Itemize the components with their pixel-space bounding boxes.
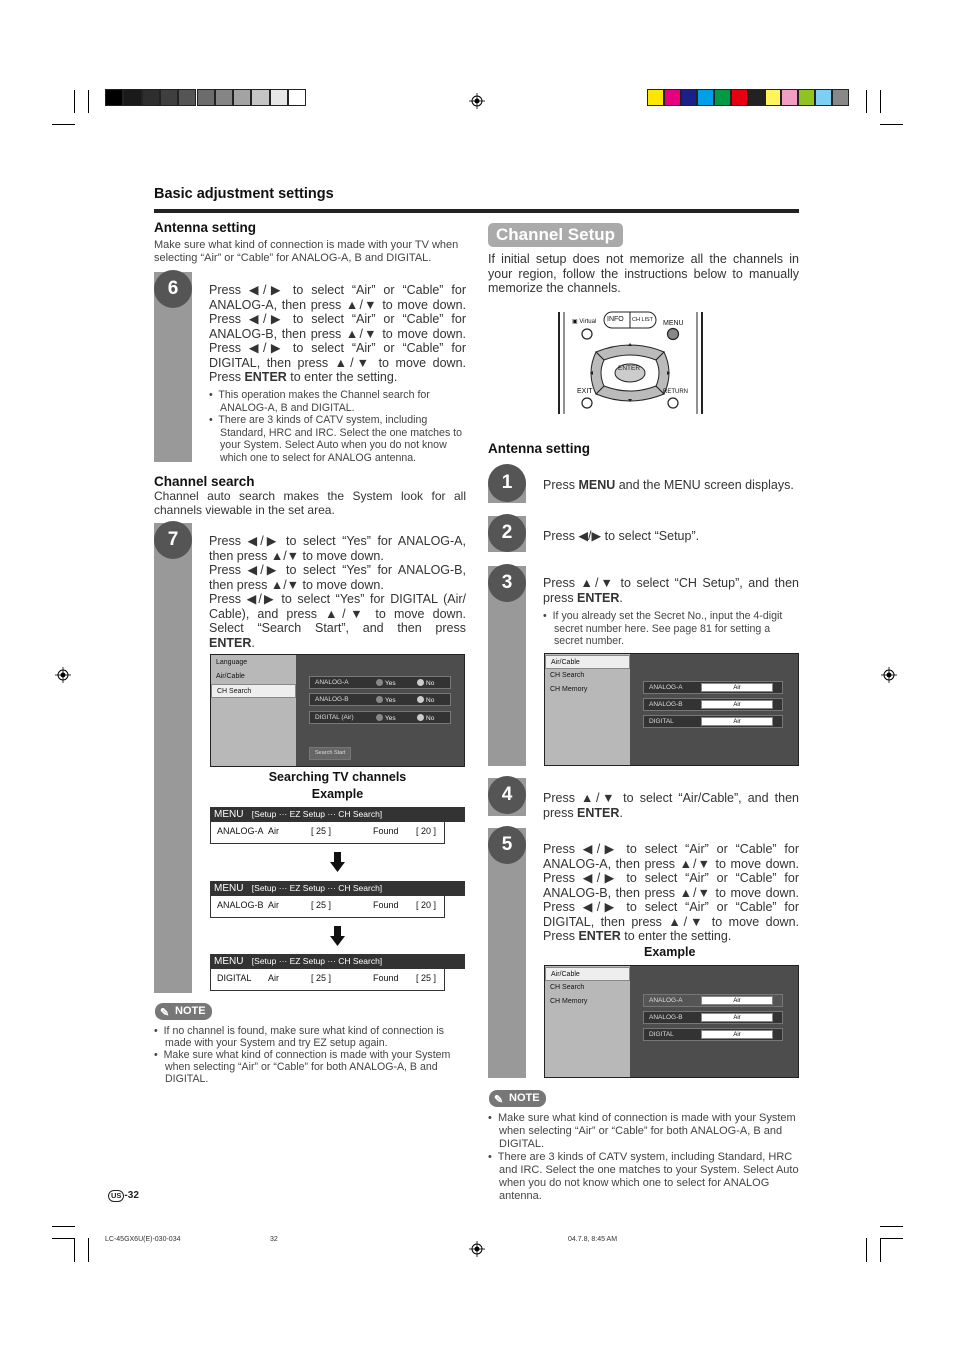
gray-swatch xyxy=(215,89,233,106)
note-badge xyxy=(155,1003,212,1020)
step-line: Press ◀/▶ to select “Yes” for ANALOG-B, xyxy=(209,563,466,577)
menu-path: [Setup ··· EZ Setup ··· CH Search] xyxy=(251,883,383,893)
registration-mark-icon xyxy=(469,1241,485,1257)
step-line xyxy=(543,591,799,606)
enter-key-label: ENTER xyxy=(578,929,621,943)
menu-sidebar xyxy=(211,655,296,766)
antenna-intro xyxy=(154,239,466,265)
step-line: Select “Search Start”, and then press xyxy=(209,621,466,635)
step-7-number: 7 xyxy=(154,521,192,559)
color-swatch xyxy=(815,89,832,106)
text: . xyxy=(619,590,623,605)
note-badge xyxy=(489,1090,546,1107)
source-label: ANALOG-B xyxy=(217,900,264,910)
row-label: ANALOG-B xyxy=(649,1014,683,1021)
enter-key-label: ENTER xyxy=(577,805,620,820)
found-count: [ 20 ] xyxy=(416,900,437,910)
note-text: Make sure what kind of connection is made with your System when selecting “Air” or “Cable” for both ANALOG-A, B and DIGITAL. xyxy=(163,1049,451,1085)
step-line: ANALOG-B, then press ▲/▼ to move down. xyxy=(543,885,799,900)
step-line: ANALOG-B, then press ▲/▼ to move down. xyxy=(209,326,466,341)
row-label: ANALOG-B xyxy=(315,696,349,703)
found-label: Found xyxy=(373,973,399,983)
step-line: Press ▲/▼ to select “Air/Cable”, and then xyxy=(543,791,799,805)
gray-swatch xyxy=(160,89,178,106)
note-item: • If no channel is found, make sure what kind of connection is made with your System and try EZ setup again. xyxy=(154,1025,444,1049)
color-swatch xyxy=(832,89,849,106)
yes-option xyxy=(376,714,396,722)
example-label-right: Example xyxy=(644,945,696,959)
source-label: ANALOG-A xyxy=(217,826,264,836)
option-label: No xyxy=(426,680,435,687)
no-option xyxy=(417,696,434,704)
text: and the MENU screen displays. xyxy=(615,478,794,492)
enter-key-label: ENTER xyxy=(244,370,287,384)
searching-caption xyxy=(210,769,465,803)
intro-line: channels viewable in the set area. xyxy=(154,502,335,517)
radio-selected-icon xyxy=(376,679,383,686)
bullet-text: If you already set the Secret No., input the 4-digit secret number here. See page 81 for setting a secret number. xyxy=(552,610,783,648)
menu-item-ch-memory: CH Memory xyxy=(550,998,588,1005)
text: Press xyxy=(543,929,579,943)
value-box: Air xyxy=(701,1013,773,1022)
found-count: [ 20 ] xyxy=(416,826,437,836)
option-label: No xyxy=(426,697,435,704)
color-swatch xyxy=(748,89,765,106)
step-line: Press ◀/▶ to select “Yes” for DIGITAL (Air/ xyxy=(209,592,466,606)
menu-label: MENU xyxy=(214,883,244,894)
step-line: then press ▲/▼ to move down. xyxy=(209,548,384,563)
step-line: Press ◀/▶ to select “Air” or “Cable” for xyxy=(209,312,466,326)
gray-swatch xyxy=(251,89,269,106)
step-3-number: 3 xyxy=(488,564,526,602)
note-text: If no channel is found, make sure what kind of connection is made with your System and try EZ setup again. xyxy=(163,1025,444,1049)
row-label: ANALOG-A xyxy=(649,684,683,691)
enter-button-label: ENTER xyxy=(618,365,641,372)
menu-item-ch-search: CH Search xyxy=(211,684,296,698)
antenna-intro-line: Make sure what kind of connection is made with your TV when xyxy=(154,239,459,251)
menu-label: MENU xyxy=(214,809,244,820)
value-box: Air xyxy=(701,683,773,692)
text: press xyxy=(543,805,578,820)
option-label: Yes xyxy=(385,715,396,722)
channel-setup-intro xyxy=(488,252,799,296)
radio-selected-icon xyxy=(376,696,383,703)
region-badge: US xyxy=(108,1190,124,1202)
return-button-label: RETURN xyxy=(663,389,688,395)
gray-swatch xyxy=(178,89,196,106)
found-count: [ 25 ] xyxy=(416,973,437,983)
radio-selected-icon xyxy=(376,714,383,721)
step-2-text: Press ◀/▶ to select “Setup”. xyxy=(543,529,700,543)
option-label: Yes xyxy=(385,697,396,704)
air-cable-menu-screen xyxy=(544,653,799,766)
text: . xyxy=(619,805,623,820)
menu-path: [Setup ··· EZ Setup ··· CH Search] xyxy=(251,809,383,819)
step-line: Press ◀/▶ to select “Air” or “Cable” for xyxy=(543,842,799,856)
channel-value: [ 25 ] xyxy=(311,973,332,983)
color-swatch xyxy=(731,89,748,106)
menu-sidebar xyxy=(545,654,630,765)
text: Press xyxy=(543,478,579,492)
example-label: Example xyxy=(311,787,364,801)
text: Press xyxy=(209,370,245,384)
radio-icon xyxy=(417,679,424,686)
intro-line: Channel auto search makes the System look for all xyxy=(154,489,466,503)
color-swatch xyxy=(697,89,714,106)
note-item: • There are 3 kinds of CATV system, including Standard, HRC and IRC. Select the one matches to your System. Select Auto when you do not know which one to select for ANALOG antenna. xyxy=(488,1151,799,1202)
step-4-number: 4 xyxy=(488,776,526,814)
registration-mark-icon xyxy=(55,667,71,683)
menu-item-ch-search: CH Search xyxy=(550,672,585,679)
ch-search-menu-screen xyxy=(210,654,465,767)
found-label: Found xyxy=(373,826,399,836)
intro-line: your region, follow the instructions below to manually xyxy=(488,266,799,281)
step-line: Cable), and press ▲/▼ to move down. xyxy=(209,606,466,621)
search-start-button: Search Start xyxy=(309,747,351,760)
step-7-bar xyxy=(154,523,192,993)
note-text: There are 3 kinds of CATV system, including Standard, HRC and IRC. Select the one matches to your System. Select Auto when you do not know which one to select for ANALOG antenna. xyxy=(497,1151,799,1202)
section-rule xyxy=(154,209,799,213)
info-button-label: INFO xyxy=(607,316,624,323)
step-2-number: 2 xyxy=(488,514,526,552)
step-4-text xyxy=(543,791,799,820)
text: to enter the setting. xyxy=(620,929,732,943)
menu-item-language: Language xyxy=(216,659,248,666)
value-box: Air xyxy=(701,700,773,709)
step-line: Press ◀/▶ to select “Air” or “Cable” for xyxy=(543,900,799,914)
step-3-text xyxy=(543,576,799,605)
channel-search-heading: Channel search xyxy=(154,474,255,489)
color-swatch xyxy=(664,89,681,106)
air-cable-example-screen xyxy=(544,965,799,1078)
menu-item-air-cable: Air/Cable xyxy=(216,673,245,680)
note-label: NOTE xyxy=(175,1005,206,1017)
text: press xyxy=(543,590,578,605)
step-1-number: 1 xyxy=(488,464,526,502)
menu-item-air-cable: Air/Cable xyxy=(545,967,630,981)
step-line: Press ▲/▼ to select “CH Setup”, and then xyxy=(543,576,799,590)
step-line xyxy=(543,806,799,821)
menu-label: MENU xyxy=(214,956,244,967)
bullet-item: • This operation makes the Channel search for ANALOG-A, B and DIGITAL. xyxy=(209,389,430,414)
gray-swatch xyxy=(105,89,123,106)
menu-sidebar xyxy=(545,966,630,1077)
value-box: Air xyxy=(701,717,773,726)
step-3-bullets xyxy=(543,610,799,648)
footer-file: LC-45GX6U(E)-030-034 xyxy=(105,1236,181,1243)
step-6-number: 6 xyxy=(154,270,192,308)
value-box: Air xyxy=(701,1030,773,1039)
menu-item-air-cable: Air/Cable xyxy=(545,655,630,669)
step-line xyxy=(543,929,799,944)
arrow-down-icon xyxy=(330,926,345,946)
registration-mark-icon xyxy=(469,93,485,109)
note-item: • Make sure what kind of connection is made with your System when selecting “Air” or “Cable” for both ANALOG-A, B and DIGITAL. xyxy=(488,1112,796,1150)
text: . xyxy=(251,635,255,650)
radio-icon xyxy=(417,696,424,703)
step-line: Press ◀/▶ to select “Air” or “Cable” for xyxy=(209,341,466,355)
step-line: ANALOG-A, then press ▲/▼ to move down. xyxy=(209,297,466,312)
step-line: DIGITAL, then press ▲/▼ to move down. xyxy=(543,914,799,929)
channel-search-intro xyxy=(154,490,466,517)
caption-text: Searching TV channels xyxy=(268,770,407,784)
step-line: Press ◀/▶ to select “Yes” for ANALOG-A, xyxy=(209,534,466,548)
step-line: ANALOG-A, then press ▲/▼ to move down. xyxy=(543,856,799,871)
channel-value: [ 25 ] xyxy=(311,826,332,836)
registration-mark-icon xyxy=(881,667,897,683)
pencil-icon: ✎ xyxy=(494,1094,504,1106)
ch-list-button-label: CH LIST xyxy=(632,317,654,323)
example-header xyxy=(210,807,465,822)
step-5-bar xyxy=(488,828,526,1078)
menu-item-ch-search: CH Search xyxy=(550,984,585,991)
color-swatch xyxy=(681,89,698,106)
note-item: • Make sure what kind of connection is made with your System when selecting “Air” or “Cable” for both ANALOG-A, B and DIGITAL. xyxy=(154,1049,451,1085)
menu-path: [Setup ··· EZ Setup ··· CH Search] xyxy=(251,956,383,966)
row-label: ANALOG-A xyxy=(315,679,349,686)
row-label: DIGITAL xyxy=(649,1031,674,1038)
gray-swatch xyxy=(270,89,288,106)
value-box: Air xyxy=(701,996,773,1005)
gray-swatch xyxy=(288,89,306,106)
step-line: Press ◀/▶ to select “Air” or “Cable” for xyxy=(209,283,466,297)
example-result-row xyxy=(210,822,445,844)
color-swatch xyxy=(647,89,664,106)
menu-key-label: MENU xyxy=(578,478,616,492)
example-result-row xyxy=(210,896,445,918)
note-text: Make sure what kind of connection is made with your System when selecting “Air” or “Cable” for both ANALOG-A, B and DIGITAL. xyxy=(497,1112,796,1150)
enter-key-label: ENTER xyxy=(577,590,620,605)
page-number-text: -32 xyxy=(124,1190,139,1201)
step-1-text xyxy=(543,478,799,493)
row-label: DIGITAL xyxy=(649,718,674,725)
step-line xyxy=(209,636,466,651)
step-5-text xyxy=(543,842,799,944)
step-6-text xyxy=(209,283,466,385)
intro-line: memorize the channels. xyxy=(488,281,621,295)
example-header xyxy=(210,954,465,969)
color-swatch xyxy=(765,89,782,106)
footer-page: 32 xyxy=(270,1236,278,1243)
type-label: Air xyxy=(268,826,279,836)
exit-button-label: EXIT xyxy=(577,388,593,395)
page-number xyxy=(108,1190,139,1202)
yes-option xyxy=(376,679,396,687)
antenna-setting-heading-right: Antenna setting xyxy=(488,441,591,456)
example-header xyxy=(210,881,465,896)
pencil-icon: ✎ xyxy=(160,1007,170,1019)
section-title: Basic adjustment settings xyxy=(154,186,334,202)
virtual-text: Virtual xyxy=(579,319,597,325)
type-label: Air xyxy=(268,973,279,983)
bullet-text: There are 3 kinds of CATV system, including Standard, HRC and IRC. Select the one matches to your System. Select Auto when you do not know which one to select for ANALOG antenna. xyxy=(218,414,463,464)
color-swatch xyxy=(798,89,815,106)
gray-swatch xyxy=(142,89,160,106)
note-label: NOTE xyxy=(509,1092,540,1104)
color-swatch xyxy=(781,89,798,106)
step-line: DIGITAL, then press ▲/▼ to move down. xyxy=(209,355,466,370)
channel-value: [ 25 ] xyxy=(311,900,332,910)
row-label: ANALOG-A xyxy=(649,997,683,1004)
step-line xyxy=(209,370,466,385)
option-label: No xyxy=(426,715,435,722)
type-label: Air xyxy=(268,900,279,910)
antenna-setting-heading: Antenna setting xyxy=(154,220,257,235)
step-5-number: 5 xyxy=(488,826,526,864)
enter-key-label: ENTER xyxy=(209,635,252,650)
example-result-row xyxy=(210,969,445,991)
footer-date: 04.7.8, 8:45 AM xyxy=(568,1236,618,1243)
menu-button-label: MENU xyxy=(663,320,684,327)
yes-option xyxy=(376,696,396,704)
color-swatch xyxy=(714,89,731,106)
antenna-intro-line: selecting “Air” or “Cable” for ANALOG-A, B and DIGITAL. xyxy=(154,252,432,264)
gray-swatch xyxy=(123,89,141,106)
step-6-bullets xyxy=(209,389,466,465)
intro-line: If initial setup does not memorize all the channels in xyxy=(488,252,799,266)
channel-setup-title: Channel Setup xyxy=(488,223,623,247)
gray-swatch xyxy=(197,89,215,106)
bullet-text: This operation makes the Channel search for ANALOG-A, B and DIGITAL. xyxy=(218,389,430,414)
step-line: then press ▲/▼ to move down. xyxy=(209,577,384,592)
no-option xyxy=(417,714,434,722)
bullet-item: • There are 3 kinds of CATV system, including Standard, HRC and IRC. Select the one matches to your System. Select Auto when you do not know which one to select for ANALOG antenna. xyxy=(209,414,463,464)
text: to enter the setting. xyxy=(286,370,398,384)
step-7-text xyxy=(209,534,466,650)
row-label: DIGITAL (Air) xyxy=(315,714,354,721)
virtual-label: ▣ Virtual xyxy=(572,319,597,325)
arrow-down-icon xyxy=(330,852,345,872)
step-line: Press ◀/▶ to select “Air” or “Cable” for xyxy=(543,871,799,885)
row-label: ANALOG-B xyxy=(649,701,683,708)
menu-item-ch-memory: CH Memory xyxy=(550,686,588,693)
left-notes xyxy=(154,1025,466,1085)
radio-icon xyxy=(417,714,424,721)
gray-swatch xyxy=(233,89,251,106)
source-label: DIGITAL xyxy=(217,973,252,983)
right-notes xyxy=(488,1112,799,1203)
found-label: Found xyxy=(373,900,399,910)
bullet-item: • If you already set the Secret No., input the 4-digit secret number here. See page 81 for setting a secret number. xyxy=(543,610,783,648)
no-option xyxy=(417,679,434,687)
option-label: Yes xyxy=(385,680,396,687)
